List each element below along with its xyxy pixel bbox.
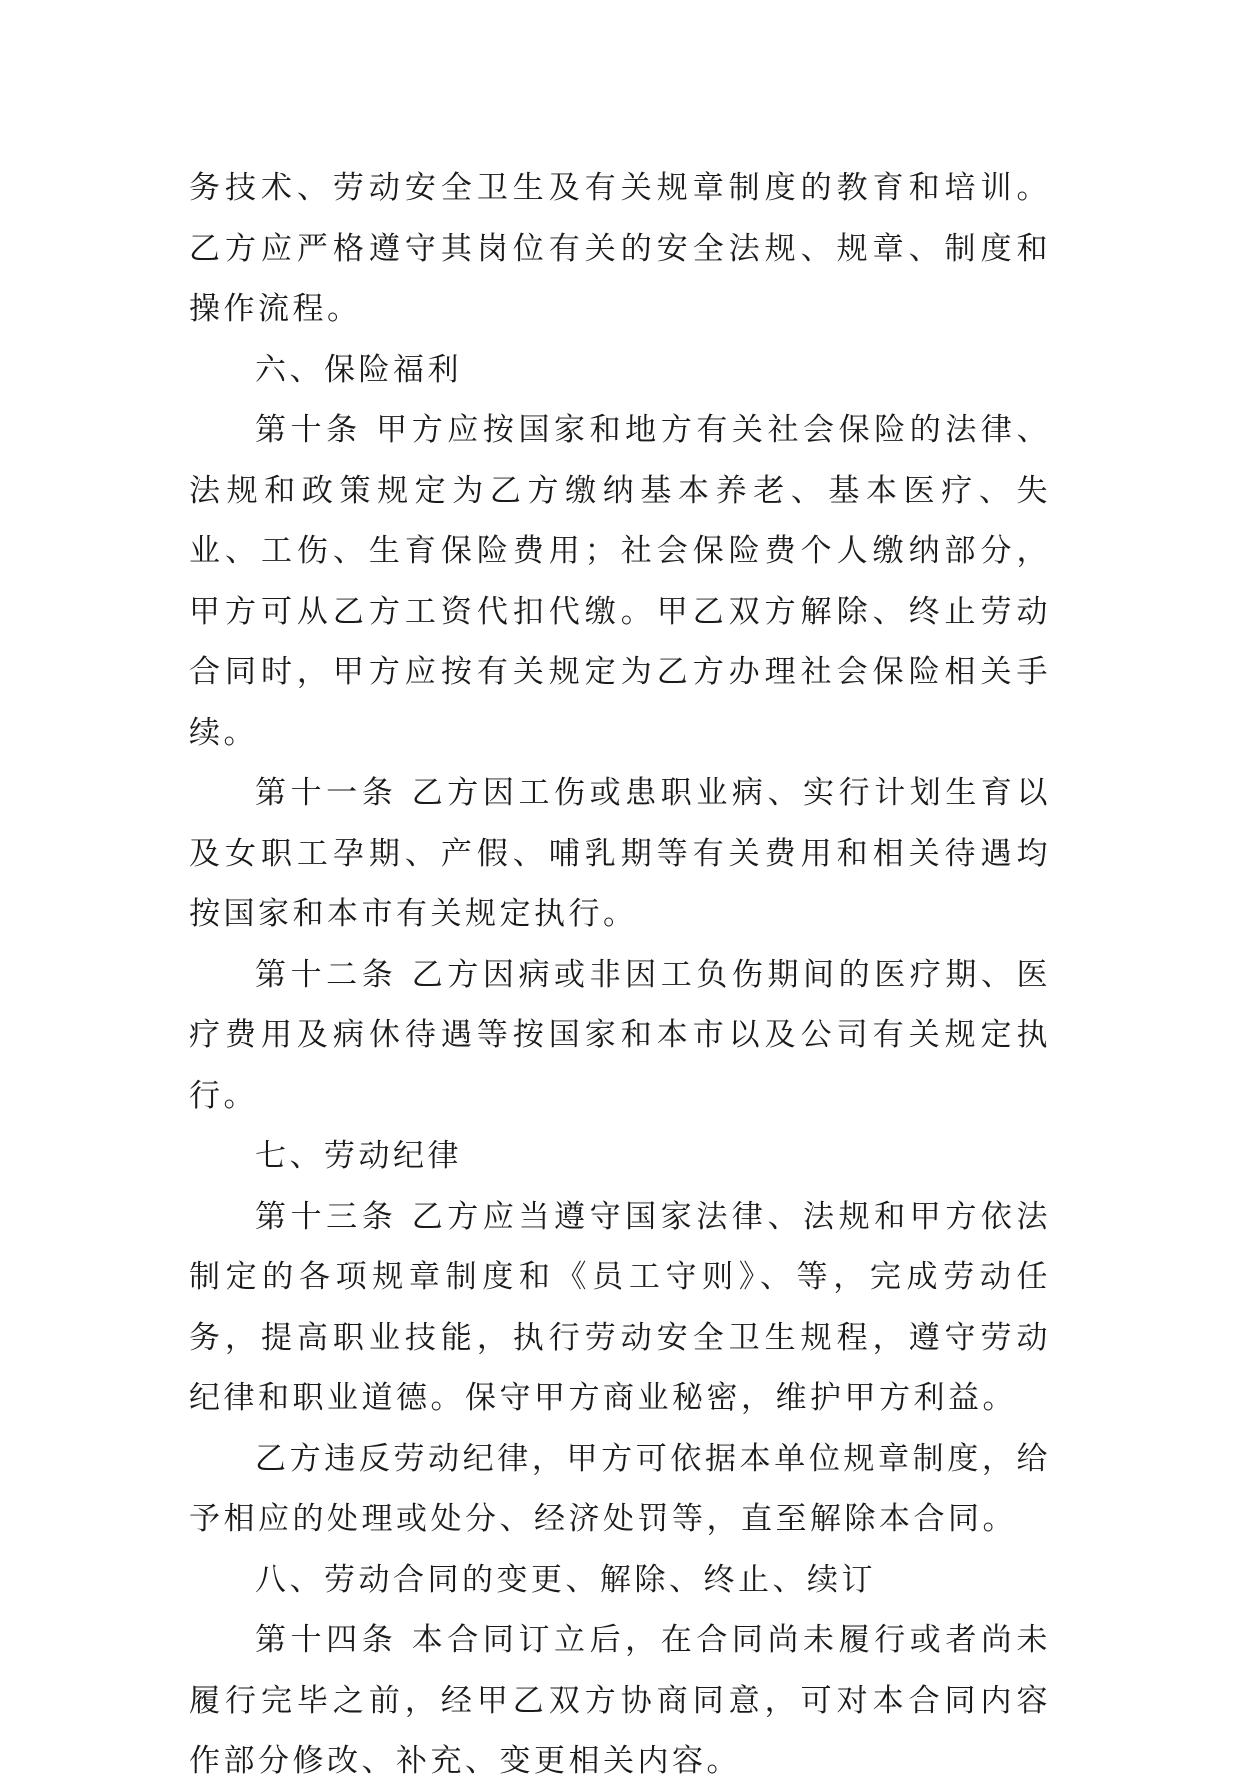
article-11: 第十一条 乙方因工伤或患职业病、实行计划生育以及女职工孕期、产假、哺乳期等有关费用和相关待遇均按国家和本市有关规定执行。 [189, 775, 1051, 932]
section-heading-insurance: 六、保险福利 [255, 351, 462, 388]
article-14: 第十四条 本合同订立后，在合同尚未履行或者尚未履行完毕之前，经甲乙双方协商同意，可对本合同内容作部分修改、补充、变更相关内容。 [189, 1622, 1051, 1779]
paragraph-continuation: 务技术、劳动安全卫生及有关规章制度的教育和培训。乙方应严格遵守其岗位有关的安全法规、规章、制度和操作流程。 [189, 170, 1051, 327]
article-12: 第十二条 乙方因病或非因工负伤期间的医疗期、医疗费用及病休待遇等按国家和本市以及公司有关规定执行。 [189, 956, 1051, 1114]
article-13: 第十三条 乙方应当遵守国家法律、法规和甲方依法制定的各项规章制度和《员工守则》、等，完成劳动任务，提高职业技能，执行劳动安全卫生规程，遵守劳动纪律和职业道德。保守甲方商业秘密，维护甲方利益。 [189, 1198, 1051, 1416]
document-page [189, 158, 1051, 1792]
section-heading-contract-changes: 八、劳动合同的变更、解除、终止、续订 [255, 1561, 876, 1598]
article-10: 第十条 甲方应按国家和地方有关社会保险的法律、法规和政策规定为乙方缴纳基本养老、基本医疗、失业、工伤、生育保险费用；社会保险费个人缴纳部分，甲方可从乙方工资代扣代缴。甲乙双方解除、终止劳动合同时，甲方应按有关规定为乙方办理社会保险相关手续。 [189, 412, 1051, 751]
discipline-violation-paragraph: 乙方违反劳动纪律，甲方可依据本单位规章制度，给予相应的处理或处分、经济处罚等，直至解除本合同。 [189, 1440, 1051, 1537]
section-heading-discipline: 七、劳动纪律 [255, 1138, 462, 1174]
